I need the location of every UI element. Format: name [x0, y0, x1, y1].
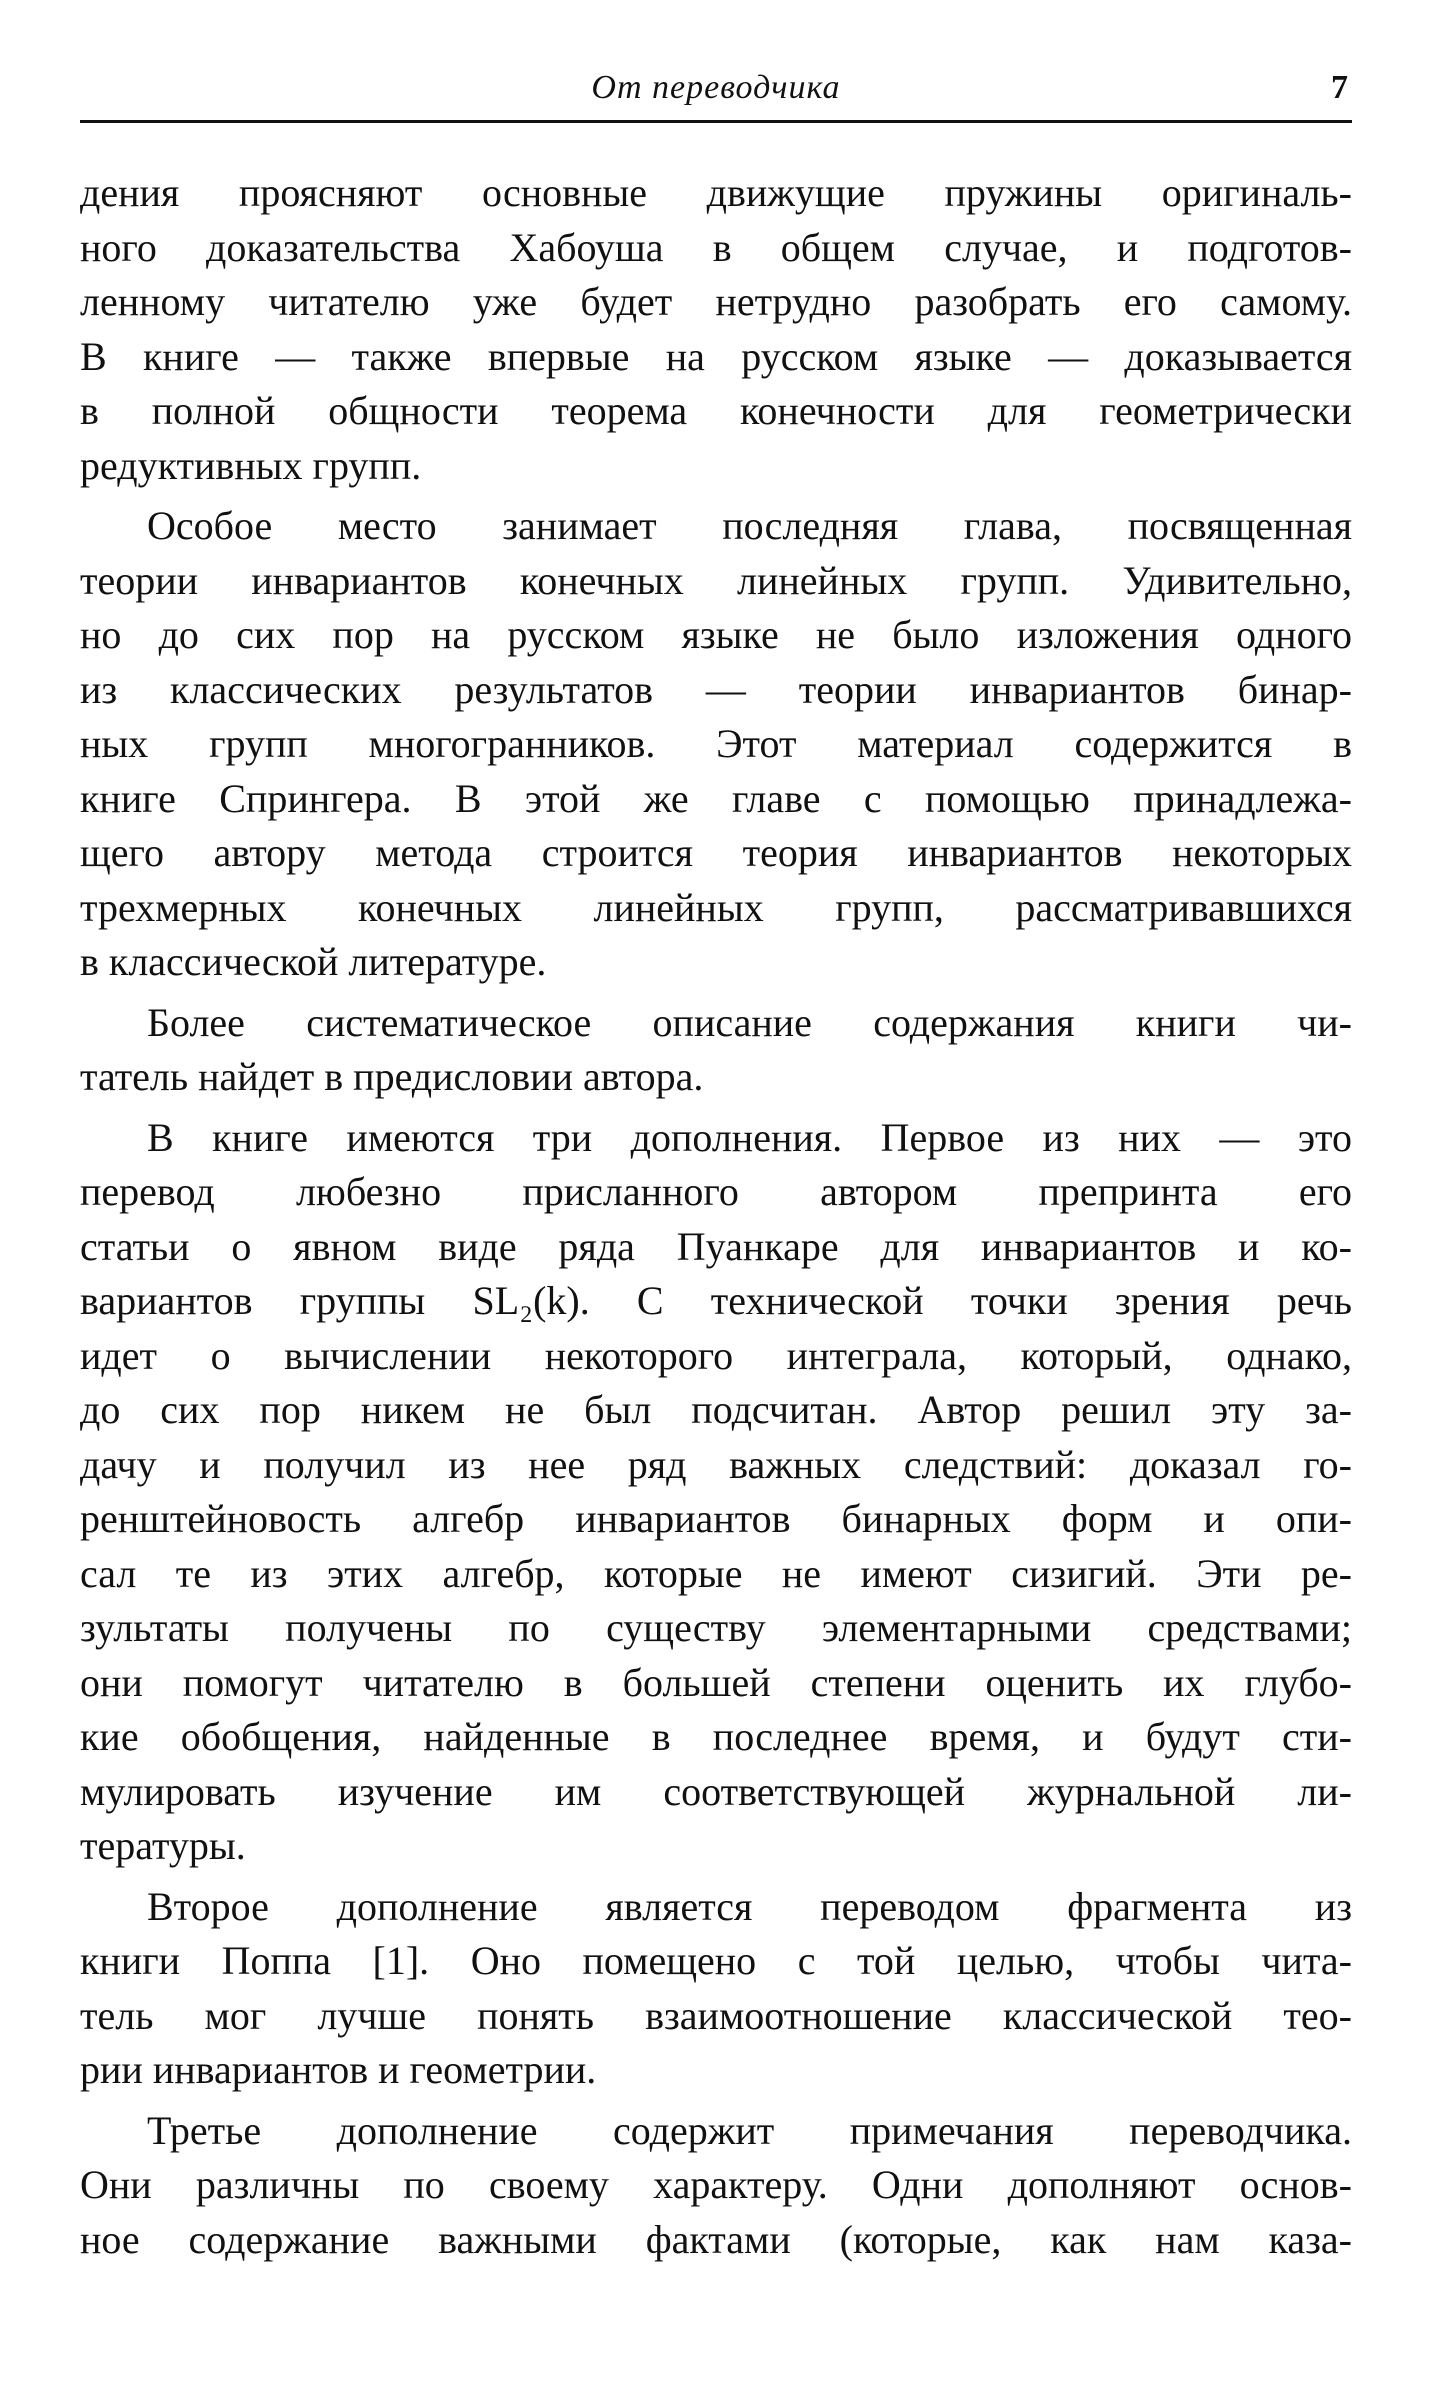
text-line: дачу и получил из нее ряд важных следствий: доказал го-: [80, 1441, 1352, 1487]
text-line: рии инвариантов и геометрии.: [80, 2047, 597, 2092]
text-line: идет о вычислении некоторого интеграла, который, однако,: [80, 1332, 1352, 1378]
text-line: в классической литературе.: [80, 939, 547, 984]
text-line: ное содержание важными фактами (которые, как нам каза-: [80, 2216, 1352, 2262]
header-rule: [80, 120, 1352, 123]
text-line: они помогут читателю в большей степени оценить их глубо-: [80, 1659, 1352, 1705]
text-line: теории инвариантов конечных линейных групп. Удивительно,: [80, 557, 1352, 603]
text-line: В книге — также впервые на русском языке — доказывается: [80, 333, 1352, 379]
text-line: книги Поппа [1]. Оно помещено с той целью, чтобы чита-: [80, 1938, 1352, 1983]
text-line: Они различны по своему характеру. Одни дополняют основ-: [80, 2162, 1352, 2207]
text-line: в полной общности теорема конечности для геометрически: [80, 388, 1352, 433]
text-line: перевод любезно присланного автором препринта его: [80, 1169, 1352, 1214]
text-line: ных групп многогранников. Этот материал содержится в: [80, 721, 1352, 766]
text-line: В книге имеются три дополнения. Первое из них — это: [147, 1114, 1352, 1160]
text-line: кие обобщения, найденные в последнее время, и будут сти-: [80, 1714, 1352, 1759]
text-line: мулировать изучение им соответствующей журнальной ли-: [80, 1768, 1352, 1814]
text-line: сал те из этих алгебр, которые не имеют сизигий. Эти ре-: [80, 1550, 1352, 1596]
text-line: тель мог лучше понять взаимоотношение классической тео-: [80, 1992, 1352, 2038]
text-line: тературы.: [80, 1823, 246, 1868]
text-line: татель найдет в предисловии автора.: [80, 1054, 704, 1099]
text-line: зультаты получены по существу элементарными средствами;: [80, 1605, 1352, 1650]
text-line: дения проясняют основные движущие пружины оригиналь-: [80, 170, 1352, 215]
text-line: книге Спрингера. В этой же главе с помощью принадлежа-: [80, 775, 1352, 821]
running-head: [80, 62, 1352, 114]
text-line: ренштейновость алгебр инвариантов бинарных форм и опи-: [80, 1496, 1352, 1541]
text-line: трехмерных конечных линейных групп, рассматривавшихся: [80, 884, 1352, 930]
text-line: но до сих пор на русском языке не было изложения одного: [80, 612, 1352, 657]
text-line: ного доказательства Хабоуша в общем случае, и подготов-: [80, 224, 1352, 270]
text-line: Особое место занимает последняя глава, посвященная: [147, 503, 1352, 548]
text-line: до сих пор никем не был подсчитан. Автор решил эту за-: [80, 1387, 1352, 1432]
text-line: Более систематическое описание содержания книги чи-: [147, 999, 1352, 1045]
text-line: ленному читателю уже будет нетрудно разобрать его самому.: [80, 279, 1352, 324]
body-text: [80, 166, 1352, 2267]
text-line: из классических результатов — теории инвариантов бинар-: [80, 666, 1352, 712]
page-number: 7: [1331, 69, 1348, 106]
text-line: щего автору метода строится теория инвариантов некоторых: [80, 830, 1352, 875]
text-line: Второе дополнение является переводом фрагмента из: [147, 1883, 1352, 1929]
text-line: вариантов группы SL₂(k). С технической точки зрения речь: [80, 1278, 1352, 1323]
text-line: Третье дополнение содержит примечания переводчика.: [147, 2107, 1352, 2153]
text-line: редуктивных групп.: [80, 442, 422, 488]
text-line: статьи о явном виде ряда Пуанкаре для инвариантов и ко-: [80, 1223, 1352, 1269]
running-title: От переводчика: [591, 69, 841, 106]
